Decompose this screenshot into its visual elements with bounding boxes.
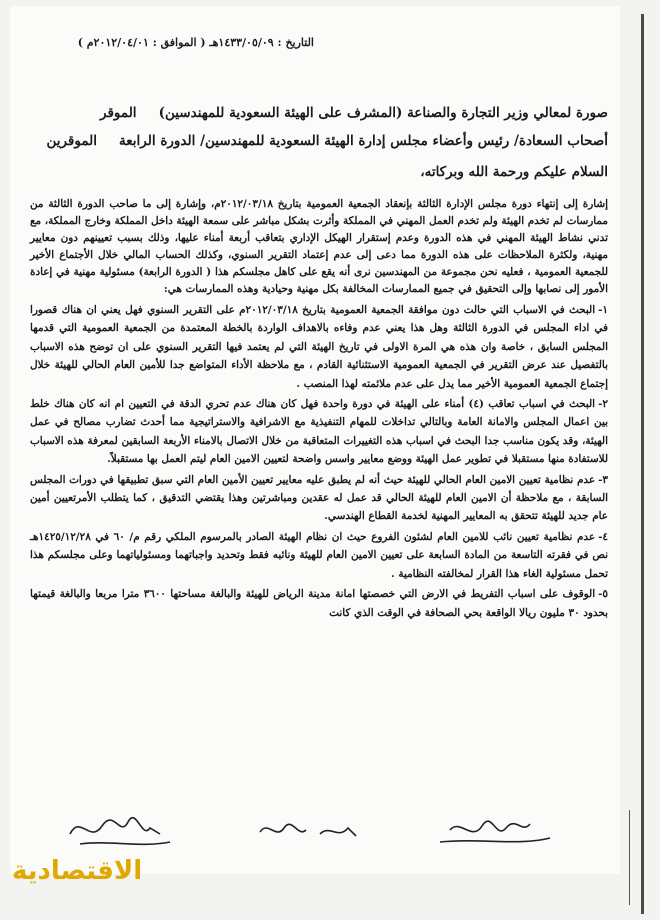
recipient-line-2-title: الموقرين: [46, 133, 98, 149]
list-item: [30, 395, 608, 469]
document-page: [10, 6, 620, 874]
item-text: الوقوف على اسباب التفريط في الارض التي خصصتها امانة مدينة الرياض للهيئة والبالغة مساحتها ٣٦٠٠ مترا مربعا والبالغة قيمتها بحدود ٣٠ مليون ريالا الواقعة بحي الصحافة في الوقت الذي كانت: [30, 588, 608, 619]
list-item: [30, 301, 608, 393]
signature-stroke: [450, 821, 530, 832]
item-text: عدم نظامية تعيين نائب للامين العام لشئون الفروع حيث ان نظام الهيئة الصادر بالمرسوم الملكي رقم م/ ٦٠ في ١٤٢٥/١٢/٢٨هـ نص في فقرته التاسعة من المادة السابعة على تعيين الامين العام للهيئة ونائبه فقط وتحديد واجباتهما ومسئولياتهما وعلى مجلسكم هذا تحمل مسئولية الغاء هذا القرار لمخالفته النظامية .: [30, 530, 608, 580]
page-edge-line: [629, 810, 630, 905]
signature-stroke: [260, 824, 306, 832]
signature-stroke: [70, 818, 160, 834]
letter-body: [30, 196, 608, 624]
item-number: ١-: [598, 304, 609, 316]
item-text: عدم نظامية تعيين الامين العام الحالي للهيئة حيث أنه لم يطبق عليه معايير تعيين الأمين العام التي سبق تطبيقها في دورات المجلس السابقة ، مع ملاحظة أن الامين العام للهيئة الحالي قد عمل له عقدين ومباشرتين وهذا يقتضي التدقيق ، كما يتطلب الأمرتعيين أمين عام جديد للهيئة تتحقق به المعايير المهنية لخدمة القطاع الهندسي.: [30, 473, 608, 523]
signature-stroke: [320, 828, 356, 836]
list-item: [30, 528, 608, 583]
item-number: ٢-: [598, 398, 608, 411]
item-number: ٣-: [598, 473, 608, 486]
page-edge-line: [641, 14, 644, 914]
signatures-image: [10, 804, 620, 856]
greeting: السلام عليكم ورحمة الله وبركاته،: [420, 164, 608, 180]
date-line: التاريخ : ١٤٣٣/٠٥/٠٩هـ ( الموافق : ٢٠١٢/٠٤/٠١م ): [77, 36, 314, 49]
recipient-line-2: [38, 132, 608, 150]
signature-stroke: [440, 838, 550, 842]
list-item: [30, 585, 608, 622]
recipient-line-2-text: أصحاب السعادة/ رئيس وأعضاء مجلس إدارة الهيئة السعودية للمهندسين/ الدورة الرابعة: [119, 133, 608, 149]
intro-paragraph: إشارة إلى إنتهاء دورة مجلس الإدارة الثالثة بإنعقاد الجمعية العمومية بتاريخ ٢٠١٢/٠٣/١٨م، وإشارة إلى ما صاحب الدورة الثالثة من ممارسات لم تخدم الهيئة ولم تخدم العمل المهني في المملكة وأثرت بشكل مباشر على سمعة الهيئة داخل المملكة وخارج المملكة، مع تدني نشاط الهيئة المهني في هذه الدورة وعدم إستقرار الهيكل الإداري بتعاقب أربعة أمناء عليها، وذلك بسبب تعيينهم دون معايير مهنية، ولكثرة الملاحظات على هذه الدورة مما دعى إلى عدم إعتماد التقرير السنوي، وكذلك الحساب المالي خلال الأجتماع الأخير للجمعية العمومية ، فعليه نحن مجموعة من المهندسين نرى أنه يقع على كاهل مجلسكم هذا ( الدورة الرابعة) مسئولية مهنية في إعادة الأمور إلى نصابها وإلى التحقيق في جميع الممارسات المخالفة بكل مهنية وحيادية وهذه الممارسات هي:: [30, 198, 608, 295]
item-text: البحث في الاسباب التي حالت دون موافقة الجمعية العمومية بتاريخ ٢٠١٢/٠٣/١٨م على التقرير السنوي فهل يعني ان هناك قصورا في اداء المجلس في الدورة الثالثة وهل هذا يعني عدم وفاءه بالاهداف الواردة بالخطة المعتمدة من الجمعية العمومية التي قدمها المجلس السابق ، خاصة وان هذه هي المرة الاولى في تاريخ الهيئة التي لم يعتمد فيها التقرير السنوي على ان توضح هذه الاسباب بالتفصيل عند عرض التقرير في الجمعية العمومية الاستثنائية القادم ، مع ملاحظة الأداء المتواضع جدا للأمين العام الحالي للهيئة خلال إجتماع الجمعية العمومية الأخير مما يدل على عدم ملائمته لهذا المنصب .: [30, 304, 608, 390]
item-text: البحث في اسباب تعاقب (٤) أمناء على الهيئة في دورة واحدة فهل كان هناك عدم تحري الدقة في التعيين ام انه كان هناك خلط بين اعمال المجلس والامانة العامة وبالتالي تداخلات للمهام التنفيذية مع الاشرافية والاستراتيجية مما أحدث تضارب مصالح في عمل الهيئة، وقد يكون مناسب جدا البحث في اسباب هذه التغييرات المتعاقبة من خلال الاتصال بالامناء الأربعة السابقين لمعرفة هذه الاسباب للاستفادة منها مستقبلا في تطوير عمل الهيئة ووضع معايير واسس واضحة لتعيين الامين العام ليتم العمل بها مستقبلاً.: [30, 398, 608, 466]
item-number: ٥-: [598, 588, 609, 601]
recipient-line-1-title: الموقر: [100, 105, 137, 121]
item-number: ٤-: [598, 530, 608, 543]
signature-stroke: [80, 842, 170, 844]
list-item: [30, 471, 608, 526]
newspaper-logo: الاقتصادية: [12, 856, 143, 886]
recipient-line-1: [38, 104, 608, 122]
recipient-line-1-text: صورة لمعالي وزير التجارة والصناعة (المشرف على الهيئة السعودية للمهندسين): [158, 105, 608, 121]
